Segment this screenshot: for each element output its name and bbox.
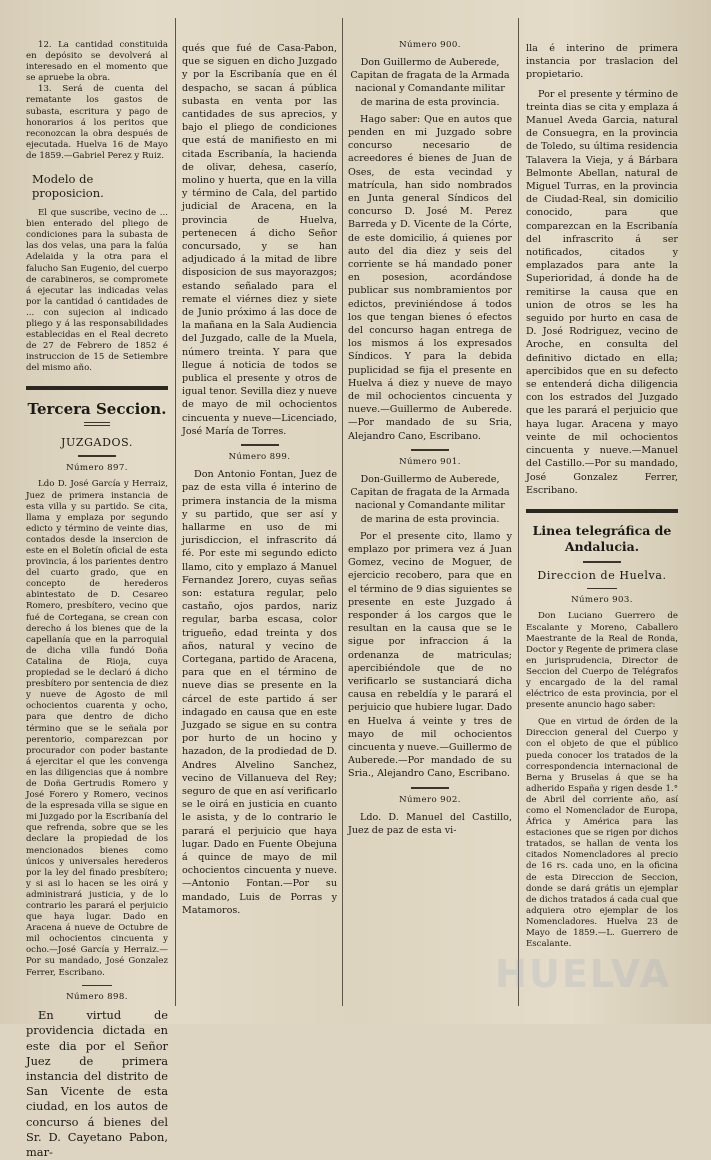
column-1 (22, 0, 172, 1159)
divider (587, 588, 617, 590)
notice-number-899: Número 899. (228, 452, 291, 463)
section-rule (526, 509, 678, 513)
notice-898-continued: qués que fué de Casa-Pabon, que se siguen en dicho Juzgado y por la Escribanía que en él despacho, se sacan á pública subasta en venta por las cantidades de sus aprecios, y bajo el pliego de condiciones que está de manifiesto en mi citada Escribanía, la hacienda de olivar, dehesa, caserío, molino y huerta, que en la villa y término de Cala, del partido judicial de Aracena, en la provincia de Huelva, pertenecen á dicho Señor concursado, y se han adjudicado á la mitad de libre disposicion de sus mayorazgos; estando señalado para el remate el viérnes diez y siete de Junio próximo á las doce de la mañana en la Sala Audiencia del Juzgado, calle de la Muela, número treinta. Y para que llegue á noticia de todos se publica el presente y otros de igual tenor. Sevilla diez y nueve de mayo de mil ochocientos cincuenta y nueve—Licenciado, José María de Torres. (182, 43, 337, 437)
column-2 (178, 0, 341, 1024)
notice-number-898: Número 898. (66, 992, 128, 1003)
column-divider (518, 18, 519, 1006)
divider (241, 444, 279, 446)
notice-900-heading: Don Guillermo de Auberede, Capitan de fragata de la Armada nacional y Comandante militar de marina de esta provincia. (350, 57, 510, 108)
notice-903-text: Que en virtud de órden de la Direccion general del Cuerpo y con el objeto de que el público pueda conocer los tratados de la correspondencia internacional de Berna y Bruselas á que se ha adherido España y rigen desde 1.° de Abril del corriente año, así como el Nomenclador de Europa, África y América para las estaciones que se rigen por dichos tratados, se hallan de venta los citados Nomencladores al precio de 16 rs. cada uno, en la oficina de esta Direccion de Seccion, donde se dará grátis un ejemplar de dichos tratados á cada cual que adquiera otro ejemplar de los Nomencladores. Huelva 23 de Mayo de 1859.—L. Guerrero de Escalante. (526, 717, 678, 950)
section-rule (26, 386, 168, 390)
double-rule (84, 422, 110, 426)
column-divider (342, 18, 343, 1006)
notice-900-text: Hago saber: Que en autos que penden en mi Juzgado sobre concurso necesario de acreedores é bienes de Juan de Oses, de esta vecindad y matrícula, han sido nombrados en Junta general Síndicos del concurso D. José M. Perez Barreda y D. Vicente de la Córte, de este domicilio, á quienes por auto del dia diez y seis del corriente se há mandado poner en posesion, acordándose publicar sus nombramientos por edictos, previniéndose á todos los que tengan bienes ó efectos del concurso hagan entrega de los mismos á los expresados Síndicos. Y para la debida puplicidad se fija el presente en Huelva á diez y nueve de mayo de mil ochocientos cincuenta y nueve.—Guillermo de Auberede.—Por mandado de su Sria, Alejandro Cano, Escribano. (348, 113, 512, 442)
item-13: 13. Será de cuenta del rematante los gastos de subasta, escritura y pago de honorarios á los peritos que reconozcan la obra después de ejecutada. Huelva 16 de Mayo de 1859.—Gabriel Perez y Ruiz. (26, 84, 168, 161)
divider (82, 985, 112, 987)
notice-number-902: Número 902. (399, 794, 461, 805)
notice-897-text: Ldo D. José García y Herraiz, Juez de primera instancia de esta villa y su partido. Se cita, llama y emplaza por segundo edicto y término de veinte dias, contados desde la insercion de este en el Boletín oficial de esta provincia, á los parientes dentro del cuarto grado, que en concepto de herederos abintestato de D. Cesareo Romero, presbítero, vecino que fué de Cortegana, se crean con derecho á los bienes que de la capellanía que en la parroquial de dicha villa fundó Doña Catalina de Rioja, cuya propiedad se le declaró á dicho presbítero por sentencia de diez y nueve de Agosto de mil ochocientos cuarenta y ocho, para que dentro de dicho término que se le señala por perentorio, comparezcan por procurador con poder bastante á ejercitar el que les convenga en las diligencias que á nombre de Doña Gertrudis Romero y José Forero y Romero, vecinos de la espresada villa se sigue en mi Juzgado por la Escribanía del que refrenda, sobre que se les declare la propiedad de los mencionados bienes como únicos y universales herederos por la ley del finado presbítero; y si asi lo hacen se les oirá y administrará justicia, y de lo contrario les parará el perjuicio que haya lugar. Dado en Aracena á nueve de Octubre de mil ochocientos cincuenta y ocho.—José García y Herraiz.—Por su mandado, José Gonzalez Ferrer, Escribano. (26, 479, 168, 978)
divider (411, 787, 449, 789)
notice-number-900: Número 900. (399, 40, 461, 50)
notice-number-897: Número 897. (66, 463, 128, 474)
item-12: 12. La cantidad constituida en depósito se devolverá al interesado en el momento que se apruebe la obra. (26, 40, 168, 84)
model-heading: Modelo de proposicion. (32, 172, 104, 201)
notice-number-903: Número 903. (571, 595, 633, 606)
section-title: Tercera Seccion. (27, 400, 167, 419)
notice-898-text: En virtud de providencia dictada en este dia por el Señor Juez de primera instancia del distrito de San Vicente de esta ciudad, en los autos de concurso á bienes del Sr. D. Cayetano Pabon, mar- (26, 1008, 168, 1159)
juzgados-heading: JUZGADOS. (61, 436, 133, 450)
column-divider (175, 18, 176, 1006)
watermark: HUELVA (495, 952, 671, 996)
divider (78, 455, 116, 457)
notice-901-heading: Don-Guillermo de Auberede, Capitan de fragata de la Armada nacional y Comandante militar de marina de esta provincia. (350, 473, 510, 525)
notice-901-text: Por el presente cito, llamo y emplazo por primera vez á Juan Gomez, vecino de Moguer, de ejercicio recobero, para que en el término de 9 dias siguientes se presente en este Juzgado á responder á los cargos que le resultan en la causa que se le sigue por infraccion á la ordenanza de matriculas; apercibiéndole que de no verificarlo se sustanciará dicha causa en rebeldía y le parará el perjuicio que hubiere lugar. Dado en Huelva á veinte y tres de mayo de mil ochocientos cincuenta y nueve.—Guillermo de Auberede.—Por mandado de su Sria., Alejandro Cano, Escribano. (348, 530, 512, 780)
notice-number-901: Número 901. (399, 456, 461, 467)
column-4 (522, 0, 682, 1024)
divider (583, 561, 621, 563)
notice-899-text: Don Antonio Fontan, Juez de paz de esta villa é interino de primera instancia de la misma y su partido, que ser así y hallarme en uso de mi jurisdiccion, el infrascrito dá fé. Por este mi segundo edicto llamo, cito y emplazo á Manuel Fernandez Jorero, cuyas señas son: estatura regular, pelo castaño, ojos pardos, nariz regular, barba escasa, color trigueño, edad treinta y dos años, natural y vecino de Cortegana, partido de Aracena, para que en el término de nueve dias se presente en la cárcel de este partido á ser indagado en causa que en este Juzgado se sigue en su contra por hurto de un hocino y hazadon, de la prodiedad de D. Andres Alvelino Sanchez, vecino de Villanueva del Rey; seguro de que en así verificarlo se le oirá en justicia en cuanto le asista, y de lo contrario le parará el perjuicio que haya lugar. Dado en Fuente Obejuna á quince de mayo de mil ochocientos cincuenta y nueve.—Antonio Fontan.—Por su mandado, Luis de Porras y Matamoros. (182, 469, 337, 916)
notice-903-heading: Don Luciano Guerrero de Escalante y Moreno, Caballero Maestrante de la Real de Ronda, Doctor y Regente de primera clase en jurisprudencia, Director de Seccion del Cuerpo de Telégrafos y encargado de la del ramal eléctrico de esta provincia, por el presente anuncio hago saber: (526, 611, 678, 711)
telegraph-heading: Linea telegráfica de Andalucia. (532, 522, 672, 554)
column-3 (344, 0, 516, 1024)
divider (411, 449, 449, 451)
notice-902-body: Por el presente y término de treinta dias se cita y emplaza á Manuel Aveda Garcia, natural de Consuegra, en la provincia de Toledo, su última residencia Talavera la Vieja, y á Bárbara Belmonte Abellan, natural de Miguel Turras, en la provincia de Ciudad-Real, sin domicilio conocido, para que comparezcan en la Escribanía del infrascrito á ser notificados, citados y emplazados para ante la Superioridad, á donde ha de remitirse la causa que en union de otros se les ha seguido por hurto en casa de D. José Rodriguez, vecino de Aroche, en consulta del definitivo dictado en ella; apercibidos que en su defecto se entenderá dicha diligencia con los estrados del Juzgado que les parará el perjuicio que haya lugar. Aracena y mayo veinte de mil ochocientos cincuenta y nueve.—Manuel del Castillo.—Por su mandado, José Gonzalez Ferrer, Escribano. (526, 88, 678, 496)
direccion-heading: Direccion de Huelva. (537, 568, 667, 582)
notice-902-text: Ldo. D. Manuel del Castillo, Juez de paz de esta vi- (348, 811, 512, 836)
model-text: El que suscribe, vecino de ... bien enterado del pliego de condiciones para la subasta de las dos velas, una para la falúa Adelaida y la otra para el falucho San Eugenio, del cuerpo de carabineros, se compromete á ejecutar las indicadas velas por la cantidad ó cantidades de ... con sujecion al indicado pliego y á las responsabilidades establecidas en el Real decreto de 27 de Febrero de 1852 é instruccion de 15 de Setiembre del mismo año. (26, 208, 168, 374)
notice-902-continued: lla é interino de primera instancia por traslacion del propietario. (526, 43, 678, 81)
